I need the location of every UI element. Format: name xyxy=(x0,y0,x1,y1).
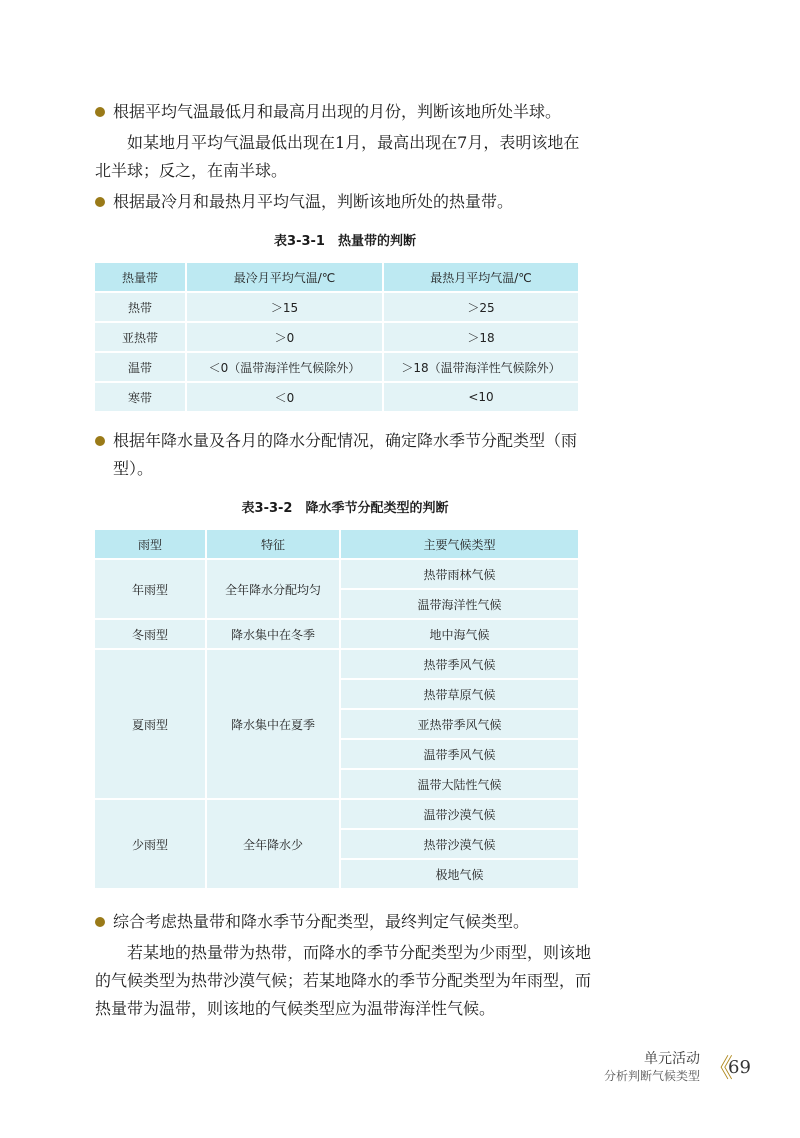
table-cell: ＞18 xyxy=(384,323,578,351)
paragraph-2: 如某地月平均气温最低出现在1月，最高出现在7月，表明该地在北半球；反之，在南半球。 xyxy=(95,133,580,180)
table-cell: ＞18（温带海洋性气候除外） xyxy=(384,353,578,381)
climate-cell: 热带沙漠气候 xyxy=(341,830,578,858)
climate-cell: 热带季风气候 xyxy=(341,650,578,678)
page-content xyxy=(95,98,595,1026)
climate-cell: 亚热带季风气候 xyxy=(341,710,578,738)
paragraph-text: 根据最冷月和最热月平均气温，判断该地所处的热量带。 xyxy=(113,192,514,211)
table-header-row xyxy=(95,530,578,558)
paragraph-text: 根据年降水量及各月的降水分配情况，确定降水季节分配类型（雨型）。 xyxy=(113,431,578,478)
table-cell: 寒带 xyxy=(95,383,185,411)
climate-cell: 热带雨林气候 xyxy=(341,560,578,588)
unit-title: 单元活动 xyxy=(644,1051,700,1067)
table2-caption: 表3-3-2 降水季节分配类型的判断 xyxy=(241,501,449,516)
feature-cell: 全年降水少 xyxy=(207,800,339,888)
paragraph-text: 综合考虑热量带和降水季节分配类型，最终判定气候类型。 xyxy=(113,912,530,931)
bullet-icon xyxy=(95,917,105,927)
paragraph-6: 若某地的热量带为热带，而降水的季节分配类型为少雨型，则该地的气候类型为热带沙漠气候；若某地降水的季节分配类型为年雨型，而热量带为温带，则该地的气候类型应为温带海洋性气候。 xyxy=(95,943,592,1018)
table-row xyxy=(95,650,578,678)
heat-zone-table xyxy=(93,261,580,413)
table-header: 雨型 xyxy=(95,530,205,558)
feature-cell: 降水集中在夏季 xyxy=(207,650,339,798)
table-row xyxy=(95,353,578,381)
page-footer xyxy=(604,1050,700,1084)
unit-subtitle: 分析判断气候类型 xyxy=(603,1069,700,1083)
table-cell: ＞0 xyxy=(187,323,382,351)
table-row xyxy=(95,293,578,321)
rain-type-cell: 冬雨型 xyxy=(95,620,205,648)
rain-type-cell: 年雨型 xyxy=(95,560,205,618)
bullet-paragraph-4 xyxy=(95,427,595,483)
bullet-icon xyxy=(95,436,105,446)
table-header: 最冷月平均气温/℃ xyxy=(187,263,382,291)
table-cell: ＜0 xyxy=(187,383,382,411)
climate-cell: 温带大陆性气候 xyxy=(341,770,578,798)
table-cell: <10 xyxy=(384,383,578,411)
bullet-paragraph-3 xyxy=(95,188,595,216)
table-cell: 温带 xyxy=(95,353,185,381)
rain-type-table xyxy=(93,528,580,890)
bullet-icon xyxy=(95,197,105,207)
bullet-icon xyxy=(95,107,105,117)
table-cell: ＜0（温带海洋性气候除外） xyxy=(187,353,382,381)
table-row xyxy=(95,620,578,648)
rain-type-cell: 少雨型 xyxy=(95,800,205,888)
table-header: 特征 xyxy=(207,530,339,558)
paragraph-text: 根据平均气温最低月和最高月出现的月份，判断该地所处半球。 xyxy=(113,102,562,121)
table-header: 主要气候类型 xyxy=(341,530,578,558)
table-cell: 亚热带 xyxy=(95,323,185,351)
rain-type-cell: 夏雨型 xyxy=(95,650,205,798)
table-cell: 热带 xyxy=(95,293,185,321)
bullet-paragraph-1 xyxy=(95,98,595,126)
table-cell: ＞25 xyxy=(384,293,578,321)
table1-caption: 表3-3-1 热量带的判断 xyxy=(274,234,416,249)
table-header: 最热月平均气温/℃ xyxy=(384,263,578,291)
climate-cell: 温带海洋性气候 xyxy=(341,590,578,618)
chevron-mark-icon: 《 xyxy=(707,1054,734,1084)
table-cell: ＞15 xyxy=(187,293,382,321)
feature-cell: 降水集中在冬季 xyxy=(207,620,339,648)
climate-cell: 地中海气候 xyxy=(341,620,578,648)
climate-cell: 温带季风气候 xyxy=(341,740,578,768)
bullet-paragraph-5 xyxy=(95,908,595,936)
table-row xyxy=(95,383,578,411)
climate-cell: 极地气候 xyxy=(341,860,578,888)
table-row xyxy=(95,800,578,828)
table-row xyxy=(95,560,578,588)
page-number: 69 xyxy=(728,1057,751,1078)
climate-cell: 温带沙漠气候 xyxy=(341,800,578,828)
climate-cell: 热带草原气候 xyxy=(341,680,578,708)
table-header-row xyxy=(95,263,578,291)
table-row xyxy=(95,323,578,351)
table-header: 热量带 xyxy=(95,263,185,291)
feature-cell: 全年降水分配均匀 xyxy=(207,560,339,618)
